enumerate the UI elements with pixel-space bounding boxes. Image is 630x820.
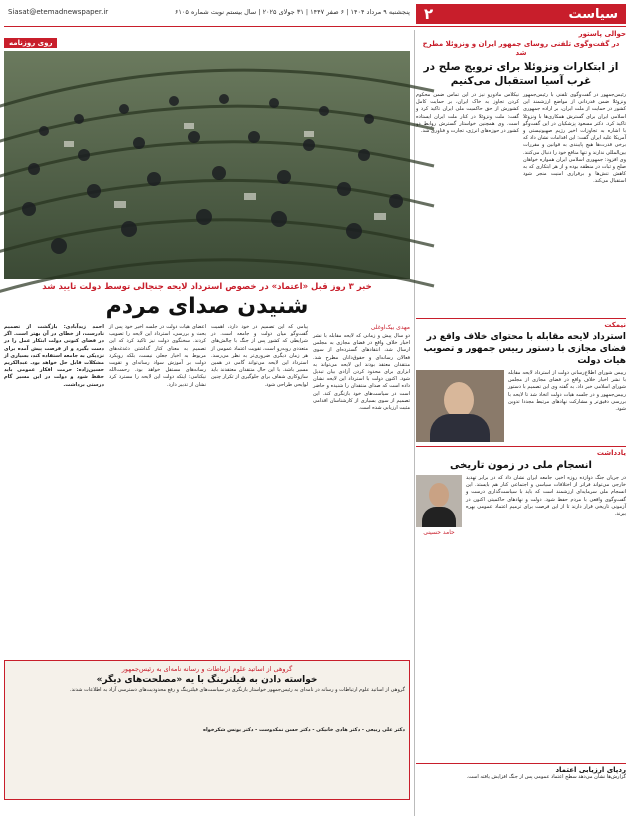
rail-footer-body: گزارش‌ها نشان می‌دهد سطح اعتماد عمومی پس از جنگ افزایش یافته است.	[466, 774, 626, 780]
rail-kicker-3: یادداشت	[596, 449, 626, 457]
website-link[interactable]: Siasat@etemadnewspaper.ir	[8, 8, 109, 16]
parliament-photo	[4, 51, 410, 279]
dateline: پنجشنبه ۹ مرداد ۱۴۰۴ | ۶ صفر ۱۴۴۷ | ۳۱ جولای ۲۰۲۵ | سال بیستم نوبت شماره ۶۱۰۵	[174, 8, 410, 16]
rail-headline-3: انسجام ملی در زمون تاریخی	[450, 460, 592, 471]
rail-body-1: رئیس‌جمهور در گفت‌وگوی تلفنی با رئیس‌جمهور ونزوئلا ضمن قدردانی از مواضع ارزشمند این کشور در حمایت از ملت ایران، بر اراده جمهوری اسلامی ایران برای گسترش همکاری‌ها با ونزوئلا تاکید کرد. دکتر مسعود پزشکیان در این گفت‌وگو با اشاره به تجاوزات اخیر رژیم صهیونیستی و آمریکا علیه ایران گفت: این اقدامات نشان داد که برخی قدرت‌ها هیچ پایبندی به قوانین و مقررات بین‌المللی ندارند و تنها منافع خود را دنبال می‌کنند. وی افزود: جمهوری اسلامی ایران همواره خواهان صلح و ثبات در منطقه بوده و از هر ابتکاری که به کاهش تنش‌ها و برقراری امنیت منجر شود استقبال می‌کند.	[523, 92, 626, 185]
main-headline: شنیدن صدای مردم	[105, 294, 309, 319]
rail-kicker-2: نیمکت	[604, 321, 626, 329]
official-photo	[416, 370, 504, 442]
letter-box	[4, 660, 410, 800]
main-article	[4, 30, 410, 818]
section-banner	[416, 4, 626, 24]
right-rail	[416, 30, 626, 818]
rail-headline: از ابتکارات ونزوئلا برای ترویج صلح در غرب آسیا استقبال می‌کنیم	[423, 61, 619, 87]
header-rule	[4, 26, 626, 27]
section-title: سیاست	[568, 6, 618, 22]
letter-body: گروهی از اساتید علوم ارتباطات و رسانه در نامه‌ای به رئیس‌جمهور خواستار بازنگری در سیاست‌های فیلترینگ و رفع محدودیت‌های دسترسی آزاد به اطلاعات شدند.	[69, 687, 405, 693]
main-column-3: اعضای هیات دولت در جلسه اخیر خود پس از بحث و بررسی، استرداد این لایحه را تصویب کردند. سخنگوی دولت نیز تاکید کرد که این تصمیم به معنای کنار گذاشتن دغدغه‌های مربوط به اخبار جعلی نیست، بلکه رویکرد دولت بر آموزش سواد رسانه‌ای و تقویت رسانه‌های مستقل خواهد بود. رحمت‌الله نیکنامی: اینکه دولت این لایحه را مسترد کرد نشان از تدبیر دارد.	[109, 324, 206, 388]
parliament-image	[4, 51, 410, 279]
rail-body-3: رییس شورای اطلاع‌رسانی دولت از استرداد لایحه مقابله با نشر اخبار خلاف واقع در فضای مجازی از مجلس شورای اسلامی خبر داد. به گفته وی این تصمیم با دستور رییس‌جمهور و در جلسه هیات دولت اتخاذ شد تا لایحه با بررسی دقیق‌تر و مشارکت نهادهای مرتبط مجددا تدوین شود.	[508, 370, 626, 413]
rail-headline-2: استرداد لایحه مقابله با محتوای خلاف واقع در فضای مجازی با دستور رییس جمهور و تصویب هیات دولت	[423, 332, 626, 366]
rail-body-4: در جریان جنگ دوازده روزه اخیر، جامعه ایران نشان داد که در برابر تهدید خارجی می‌تواند فراتر از اختلافات سیاسی و اجتماعی کنار هم بایستد. این انسجام ملی سرمایه‌ای ارزشمند است که باید با سیاست‌گذاری درست و گفت‌وگوی واقعی با مردم حفظ شود. دولت و نهادهای حاکمیتی اکنون در آزمونی تاریخی قرار دارند تا از این فرصت برای ترمیم اعتماد عمومی بهره ببرند.	[466, 475, 626, 518]
main-subhead: خبر ۳ روز قبل «اعتماد» در خصوص استرداد لایحه جنجالی توسط دولت تایید شد	[42, 282, 372, 292]
rail-kicker: حوالی پاستور	[578, 30, 626, 38]
rail-body-2: نیکلاس مادورو نیز در این تماس ضمن محکوم کردن تجاوز به خاک ایران، بر حمایت کامل کشورش از حق حاکمیت ملی ایران تاکید کرد و گفت: ملت ونزوئلا در کنار ملت ایران ایستاده است. وی همچنین خواستار گسترش روابط دو کشور در حوزه‌های انرژی، تجارت و فناوری شد.	[416, 92, 519, 135]
main-column-4: احمد زیدآبادی: بازگشت از تصمیم نادرست، از خطای در آن بهتر است. اگر در فضای کنونی دولت ابتکار عمل را در دست بگیرد و از فرصت پیش آمده برای نزدیکی به جامعه استفاده کند، بسیاری از مشکلات قابل حل خواهد بود. عبدالکریم حسین‌زاده: حرمت افکار عمومی باید حفظ شود و دولت در این مسیر گام درستی برداشت.	[4, 324, 104, 388]
rail-headline-kicker: در گفت‌وگوی تلفنی روسای جمهور ایران و ونزوئلا مطرح شد	[422, 40, 620, 57]
letter-headline: خواسته دادن به فیلترینگ با یه «مصلحت‌های دیگر»	[96, 675, 318, 685]
main-column-2: پیامی که این تصمیم در خود دارد، اهمیت گفت‌وگو میان دولت و جامعه است. در شرایطی که کشور پس از جنگ با چالش‌های متعددی روبه‌رو است، تقویت اعتماد عمومی از هر زمان دیگری ضروری‌تر به نظر می‌رسد. استرداد این لایحه می‌تواند گامی در همین مسیر باشد. با این حال منتقدان معتقدند باید سازوکاری شفاف برای جلوگیری از تکرار چنین لوایحی طراحی شود.	[211, 324, 308, 388]
rail-footer-head: ردپای ارزیابی اعتماد	[555, 766, 626, 774]
letter-kicker: گروهی از اساتید علوم ارتباطات و رسانه نامه‌ای به رئیس‌جمهور	[121, 665, 293, 673]
author-photo	[416, 475, 462, 527]
author-name: حامد حسینی	[423, 529, 455, 536]
lede-author: مهدی بیک‌اوغلی	[370, 324, 410, 331]
main-column-1: دو سال پیش و زمانی که لایحه مقابله با نشر اخبار خلاف واقع در فضای مجازی به مجلس ارسال شد، انتقادهای گسترده‌ای از سوی فعالان رسانه‌ای و حقوق‌دانان مطرح شد. منتقدان معتقد بودند این لایحه می‌تواند به ابزاری برای محدود کردن آزادی بیان تبدیل شود. اکنون دولت با استرداد این لایحه نشان داده است که صدای منتقدان را شنیده و حاضر است در سیاست‌های خود بازنگری کند. این تصمیم از سوی بسیاری از کارشناسان اقدامی مثبت ارزیابی شده است.	[313, 333, 410, 412]
letter-signatures: دکتر علی ربیعی - دکتر هادی خانیکی - دکتر حسن نمکدوست - دکتر یونس شکرخواه	[203, 727, 405, 733]
main-kicker: روی روزنامه	[4, 38, 57, 48]
page-number: ۲	[424, 5, 434, 23]
page-header	[0, 0, 630, 26]
